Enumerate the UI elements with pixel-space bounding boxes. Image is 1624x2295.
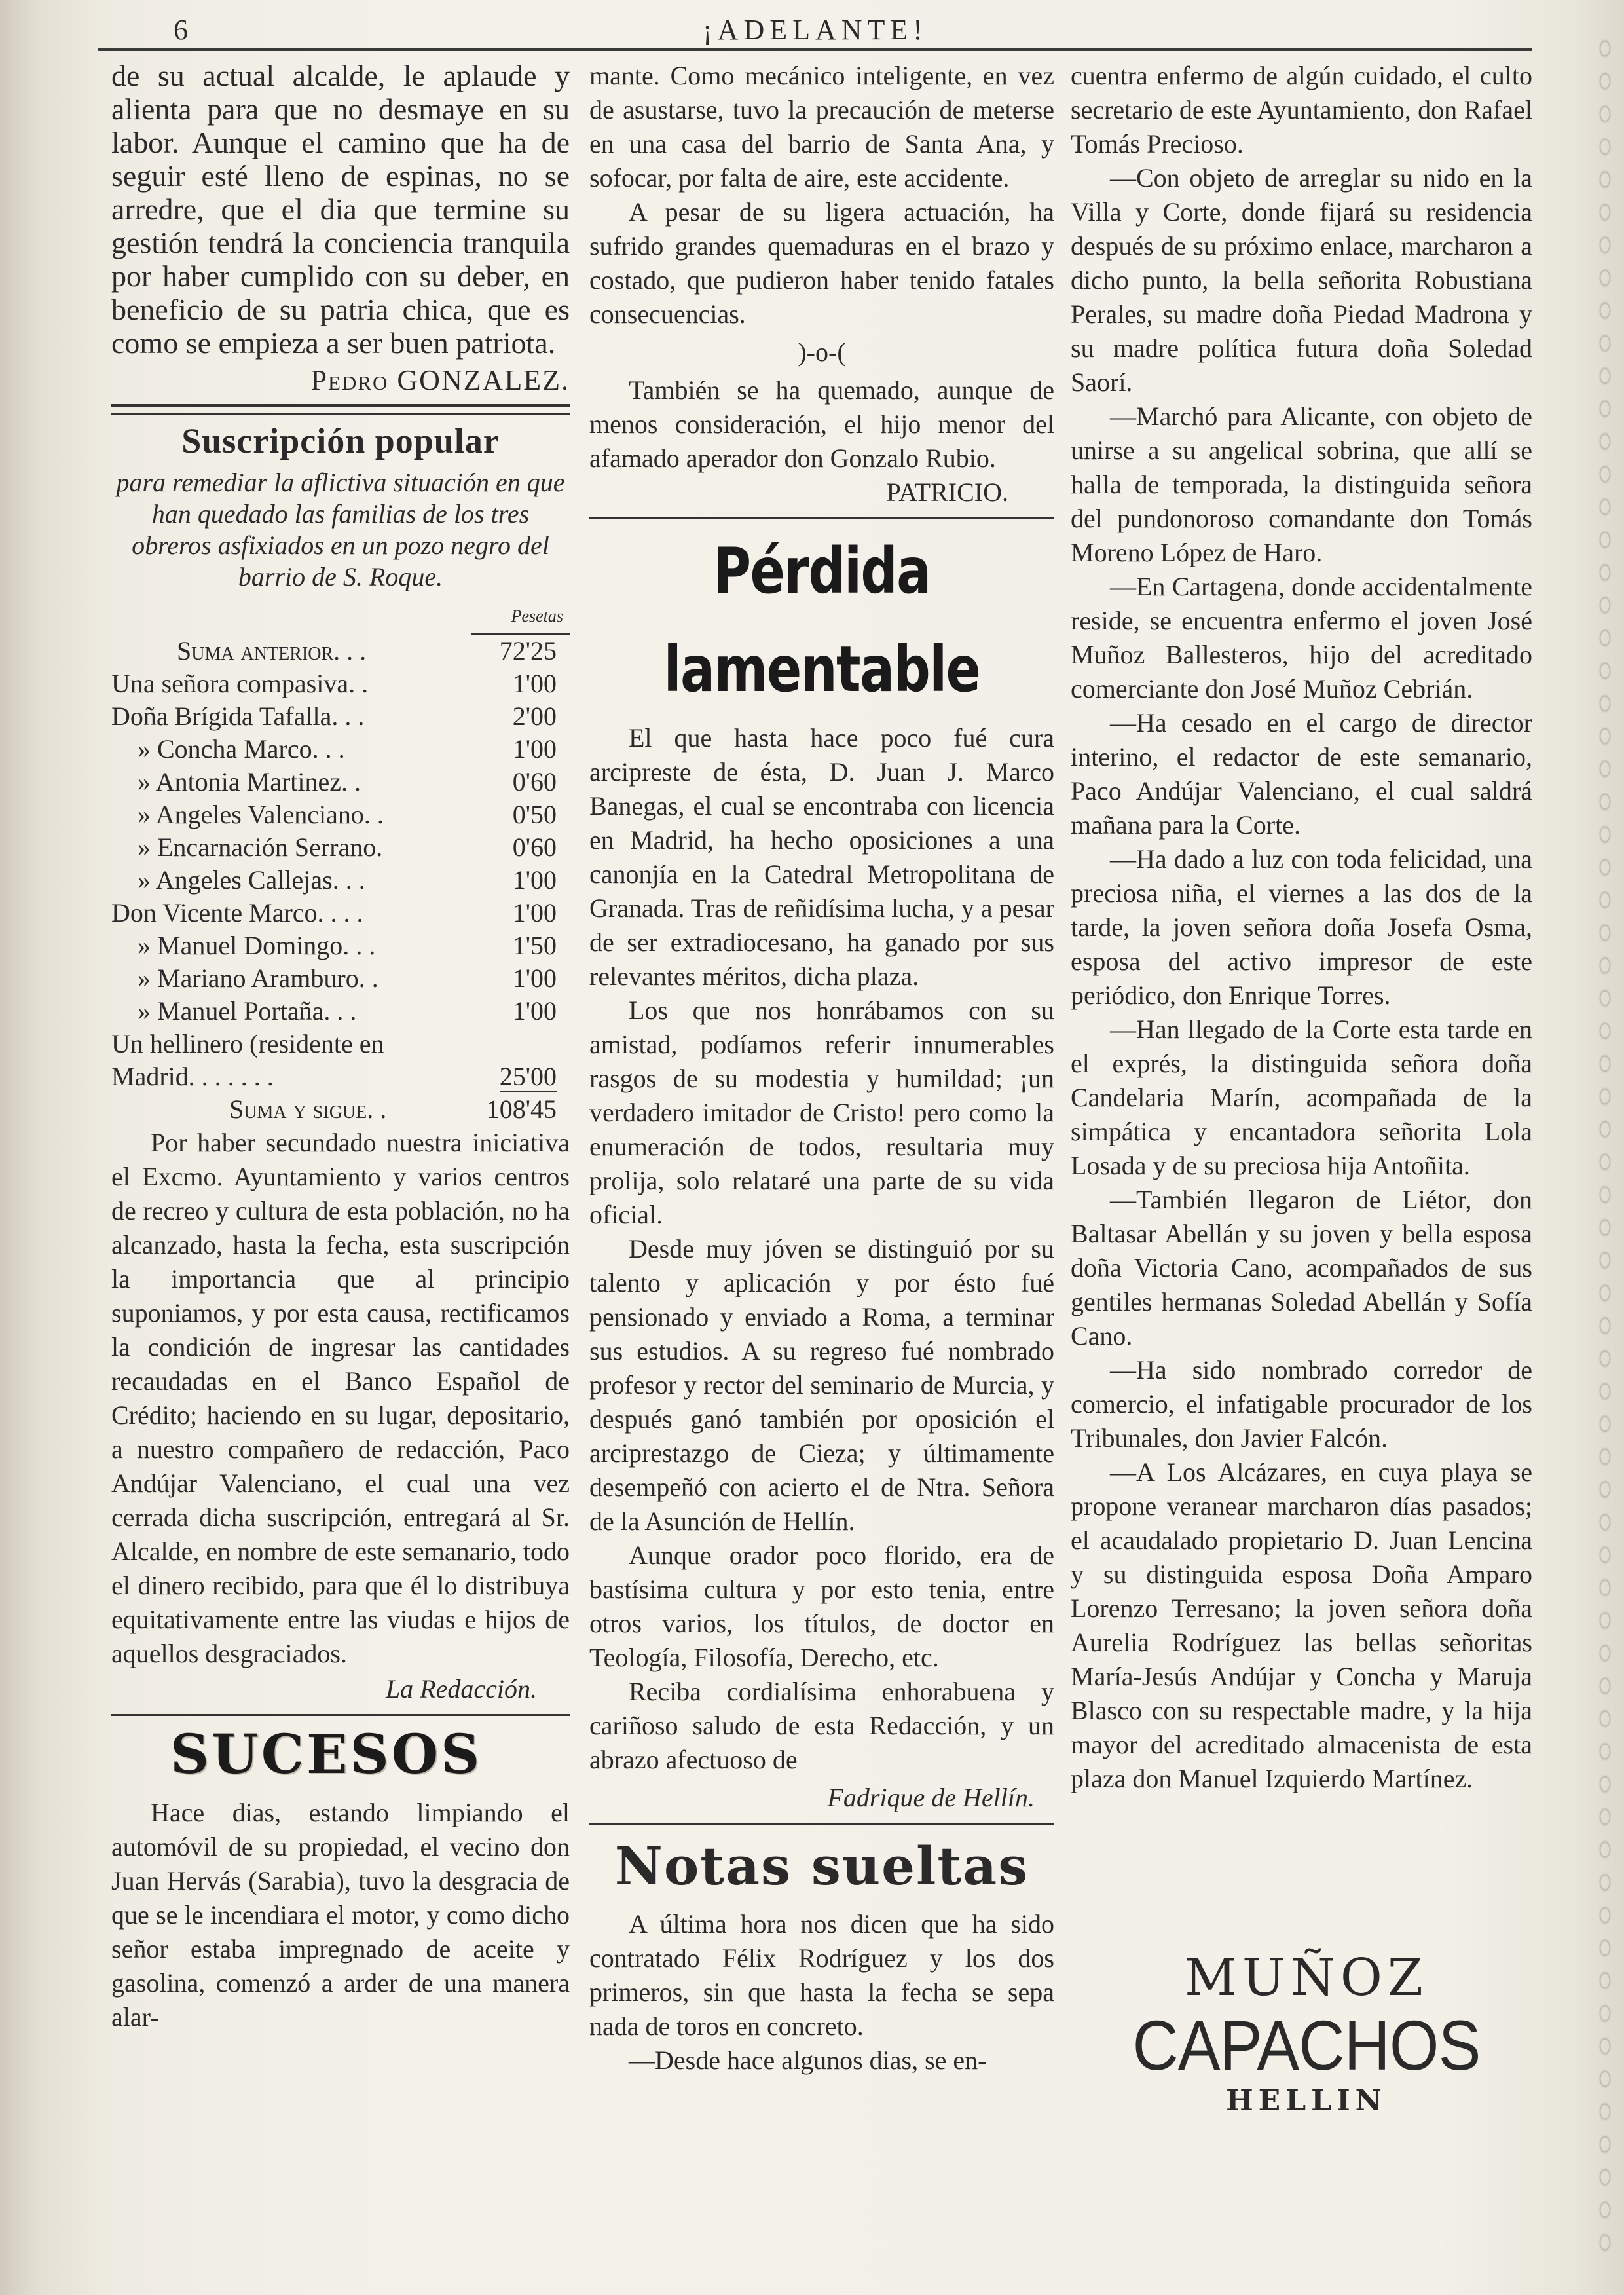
donation-amount: 0'60 bbox=[512, 832, 557, 862]
sucesos-continuation: mante. Como mecánico inteligente, en vez de asustarse, tuvo la precaución de meterse en una casa del barrio de Santa Ana, y sofocar, por falta de aire, este accidente. bbox=[589, 61, 1054, 193]
sucesos-paragraph-3: También se ha quemado, aunque de menos consideración, el hijo menor del afamado aperador don Gonzalo Rubio. bbox=[589, 375, 1054, 473]
notas-paragraph-5: —Marchó para Alicante, con objeto de unirse a su angelical sobrina, que allí se halla de temporada, la distinguida señora del pundonoroso comandante don Tomás Moreno López de Haro. bbox=[1071, 401, 1532, 567]
donation-name: Don Vicente Marco. . . . bbox=[111, 898, 363, 927]
suscripcion-title: Suscripción popular bbox=[181, 421, 500, 460]
donation-amount: 1'00 bbox=[512, 963, 557, 993]
notas-paragraph-10: —También llegaron de Liétor, don Baltasar Abellán y su joven y bella esposa doña Victoria Cano, acompañados de sus gentiles hermanas Soledad Abellán y Sofía Cano. bbox=[1071, 1185, 1532, 1351]
sucesos-paragraph: Hace dias, estando limpiando el automóvil de su propiedad, el vecino don Juan Hervás (Sarabia), tuvo la desgracia de que se le incendiara el motor, y como dicho señor estaba impregnado de aceite y gasolina, comenzó a arder de una manera alar- bbox=[111, 1798, 570, 2032]
separator-ornament: )-o-( bbox=[798, 337, 846, 367]
donation-amount-text: 25'00 bbox=[499, 1062, 557, 1091]
notas-paragraph-3: cuentra enfermo de algún cuidado, el culto secretario de este Ayuntamiento, don Rafael Tomás Precioso. bbox=[1071, 61, 1532, 159]
notas-paragraph-4: —Con objeto de arreglar su nido en la Villa y Corte, donde fijará su residencia después de su próximo enlace, marcharon a dicho punto, la bella señorita Robustiana Perales, su madre doña Piedad Madrona y su madre política futura doña Soledad Saorí. bbox=[1071, 163, 1532, 397]
table-row bbox=[111, 667, 570, 700]
donation-name: » Concha Marco. . . bbox=[138, 734, 345, 764]
donation-name: Una señora compasiva. . bbox=[111, 669, 369, 698]
section-divider-thin bbox=[111, 413, 570, 415]
donation-name: » Manuel Portaña. . . bbox=[138, 996, 357, 1026]
intro-paragraph: de su actual alcalde, le aplaude y alienta para que no desmaye en su labor. Aunque el camino que ha de seguir esté lleno de espinas, no se arredre, que el dia que termine su gestión tendrá la conciencia tranquila por haber cumplido con su deber, en beneficio de su patria chica, que es como se empieza a ser buen patriota. bbox=[111, 59, 570, 360]
notas-paragraph-1: A última hora nos dicen que ha sido contratado Félix Rodríguez y los dos primeros, sin que hasta la fecha se sepa nada de toros en concreto. bbox=[589, 1909, 1054, 2041]
ad-line-3: HELLIN bbox=[1226, 2084, 1387, 2118]
donation-amount: 1'00 bbox=[512, 669, 557, 698]
donation-name: » Antonia Martinez. . bbox=[138, 767, 361, 796]
table-row bbox=[111, 635, 570, 667]
table-row bbox=[111, 864, 570, 897]
table-row bbox=[111, 831, 570, 864]
notas-paragraph-6: —En Cartagena, donde accidentalmente reside, se encuentra enfermo el joven José Muñoz Ballesteros, hijo del acreditado comerciante don José Muñoz Cebrián. bbox=[1071, 572, 1532, 703]
notas-paragraph-12: —A Los Alcázares, en cuya playa se propone veranear marcharon días pasados; el acaudalado propietario D. Juan Lencina y su distinguida esposa Doña Amparo Lorenzo Terresano; la joven señora doña Aurelia Rodríguez las bellas señoritas María-Jesús Andújar y Concha y Maruja Blasco con su respectable madre, y la hija mayor del acreditado almacenista de esta plaza don Manuel Izquierdo Martínez. bbox=[1071, 1457, 1532, 1793]
donation-name: » Angeles Valenciano. . bbox=[138, 800, 384, 829]
header-rule bbox=[98, 48, 1532, 51]
donation-amount: 1'00 bbox=[512, 996, 557, 1026]
column-2 bbox=[589, 59, 1054, 2078]
donation-name: » Angeles Callejas. . . bbox=[138, 865, 365, 895]
notas-title: Notas sueltas bbox=[614, 1835, 1029, 1897]
column-1 bbox=[111, 59, 570, 2034]
notas-paragraph-7: —Ha cesado en el cargo de director interino, el redactor de este semanario, Paco Andújar Valenciano, el cual saldrá mañana para la Corte. bbox=[1071, 708, 1532, 840]
donation-name: Un hellinero (residente en Madrid. . . . . . . bbox=[111, 1029, 384, 1091]
donation-total-amount: 108'45 bbox=[486, 1094, 557, 1124]
table-row bbox=[111, 929, 570, 962]
pesetas-label: Pesetas bbox=[511, 606, 563, 625]
ad-line-1: MUÑOZ bbox=[1185, 1949, 1428, 2007]
suscripcion-signature: La Redacción. bbox=[385, 1674, 537, 1704]
perdida-paragraph-3: Desde muy jóven se distinguió por su talento y aplicación y por ésto fué pensionado y enviado a Roma, a terminar sus estudios. A su regreso fué nombrado profesor y rector del seminario de Murcia, y después ganó también por oposición el arciprestazgo de Cieza; y últimamente desempeñó con acierto el de Ntra. Señora de la Asunción de Hellín. bbox=[589, 1234, 1054, 1536]
section-divider bbox=[111, 1714, 570, 1716]
sucesos-title: SUCESOS bbox=[170, 1723, 483, 1786]
masthead: ¡ADELANTE! bbox=[703, 14, 928, 46]
intro-signature bbox=[111, 364, 570, 398]
sucesos-paragraph-2: A pesar de su ligera actuación, ha sufrido grandes quemaduras en el brazo y costado, que pudieron haber tenido fatales consecuencias. bbox=[589, 197, 1054, 329]
table-row bbox=[111, 733, 570, 766]
page-header bbox=[98, 12, 1532, 51]
advertisement bbox=[1080, 1949, 1532, 2119]
notas-paragraph-9: —Han llegado de la Corte esta tarde en el exprés, la distinguida señora doña Candelaria Marín, acompañada de la simpática y encantadora señorita Lola Losada y de su preciosa hija Antoñita. bbox=[1071, 1015, 1532, 1180]
donation-amount: 0'60 bbox=[512, 767, 557, 796]
donation-amount: 1'00 bbox=[512, 865, 557, 895]
perdida-paragraph-5: Reciba cordialísima enhorabuena y cariñoso saludo de esta Redacción, y un abrazo afectuoso de bbox=[589, 1677, 1054, 1774]
donation-name: » Manuel Domingo. . . bbox=[138, 931, 376, 960]
notas-paragraph-11: —Ha sido nombrado corredor de comercio, el infatigable procurador de los Tribunales, don Javier Falcón. bbox=[1071, 1355, 1532, 1453]
perdida-title: Pérdida lamentable bbox=[663, 534, 980, 706]
notas-paragraph-8: —Ha dado a luz con toda felicidad, una preciosa niña, el viernes a las dos de la tarde, la joven señora doña Josefa Osma, esposa del activo impresor de este periódico, don Enrique Torres. bbox=[1071, 844, 1532, 1010]
donation-amount: 0'50 bbox=[512, 800, 557, 829]
table-row bbox=[111, 766, 570, 798]
perdida-paragraph-2: Los que nos honrábamos con su amistad, podíamos referir innumerables rasgos de su modestia y humildad; ¡un verdadero imitador de Cristo! pero como la enumeración de todos, resultaria muy prolija, solo relataré una parte de su vida oficial. bbox=[589, 996, 1054, 1229]
donation-amount: 2'00 bbox=[512, 701, 557, 731]
intro-signature-text: Pedro GONZALEZ. bbox=[310, 364, 570, 396]
table-row bbox=[111, 700, 570, 733]
donation-name: » Encarnación Serrano. bbox=[138, 832, 383, 862]
table-row-total bbox=[111, 1093, 570, 1126]
donation-amount bbox=[471, 1028, 570, 1093]
table-row bbox=[111, 962, 570, 995]
donation-name: Suma anterior. . . bbox=[177, 636, 367, 665]
sucesos-signature: PATRICIO. bbox=[886, 477, 1008, 507]
perdida-paragraph-4: Aunque orador poco florido, era de bastísima cultura y por esto tenia, entre otros varios, los títulos, de doctor en Teología, Filosofía, Derecho, etc. bbox=[589, 1540, 1054, 1672]
donations-table bbox=[111, 635, 570, 1126]
column-3 bbox=[1071, 59, 1532, 1796]
table-row bbox=[111, 995, 570, 1028]
perdida-paragraph-1: El que hasta hace poco fué cura arcipreste de ésta, D. Juan J. Marco Banegas, el cual se encontraba con licencia en Madrid, ha hecho oposiciones a una canonjía en la Catedral Metropolitana de Granada. Tras de reñidísima lucha, y a pesar de ser extradiocesano, ha ganado por sus relevantes méritos, dicha plaza. bbox=[589, 723, 1054, 991]
donation-name: Doña Brígida Tafalla. . . bbox=[111, 701, 365, 731]
donation-name: » Mariano Aramburo. . bbox=[138, 963, 378, 993]
page-number: 6 bbox=[174, 14, 188, 46]
suscripcion-paragraph: Por haber secundado nuestra iniciativa el Excmo. Ayuntamiento y varios centros de recreo y cultura de esta población, no ha alcanzado, hasta la fecha, esta suscripción la importancia que al principio suponiamos, y por esta causa, rectificamos la condición de ingresar las cantidades recaudadas en el Banco Español de Crédito; haciendo en su lugar, depositario, a nuestro compañero de redacción, Paco Andújar Valenciano, el cual una vez cerrada dicha suscripción, entregará al Sr. Alcalde, en nombre de este semanario, todo el dinero recibido, para que él lo distribuya equitativamente entre las viudas e hijos de aquellos desgraciados. bbox=[111, 1128, 570, 1668]
ad-line-2: CAPACHOS bbox=[1132, 2006, 1481, 2085]
donation-amount: 1'50 bbox=[512, 931, 557, 960]
donation-amount: 72'25 bbox=[499, 636, 557, 665]
donation-total-label: Suma y sigue. . bbox=[229, 1094, 387, 1124]
table-row bbox=[111, 1028, 570, 1093]
donation-amount: 1'00 bbox=[512, 734, 557, 764]
notas-paragraph-2: —Desde hace algunos dias, se en- bbox=[629, 2045, 987, 2075]
table-row bbox=[111, 897, 570, 929]
table-row bbox=[111, 798, 570, 831]
suscripcion-subtitle: para remediar la aflictiva situación en que han quedado las familias de los tres obreros asfixiados en un pozo negro del barrio de S. Roque. bbox=[116, 468, 565, 591]
section-divider bbox=[589, 1823, 1054, 1825]
binding-holes-decoration bbox=[1595, 39, 1615, 2266]
section-divider bbox=[589, 517, 1054, 519]
donation-amount: 1'00 bbox=[512, 898, 557, 927]
section-divider bbox=[111, 404, 570, 407]
perdida-signature: Fadrique de Hellín. bbox=[827, 1783, 1035, 1812]
